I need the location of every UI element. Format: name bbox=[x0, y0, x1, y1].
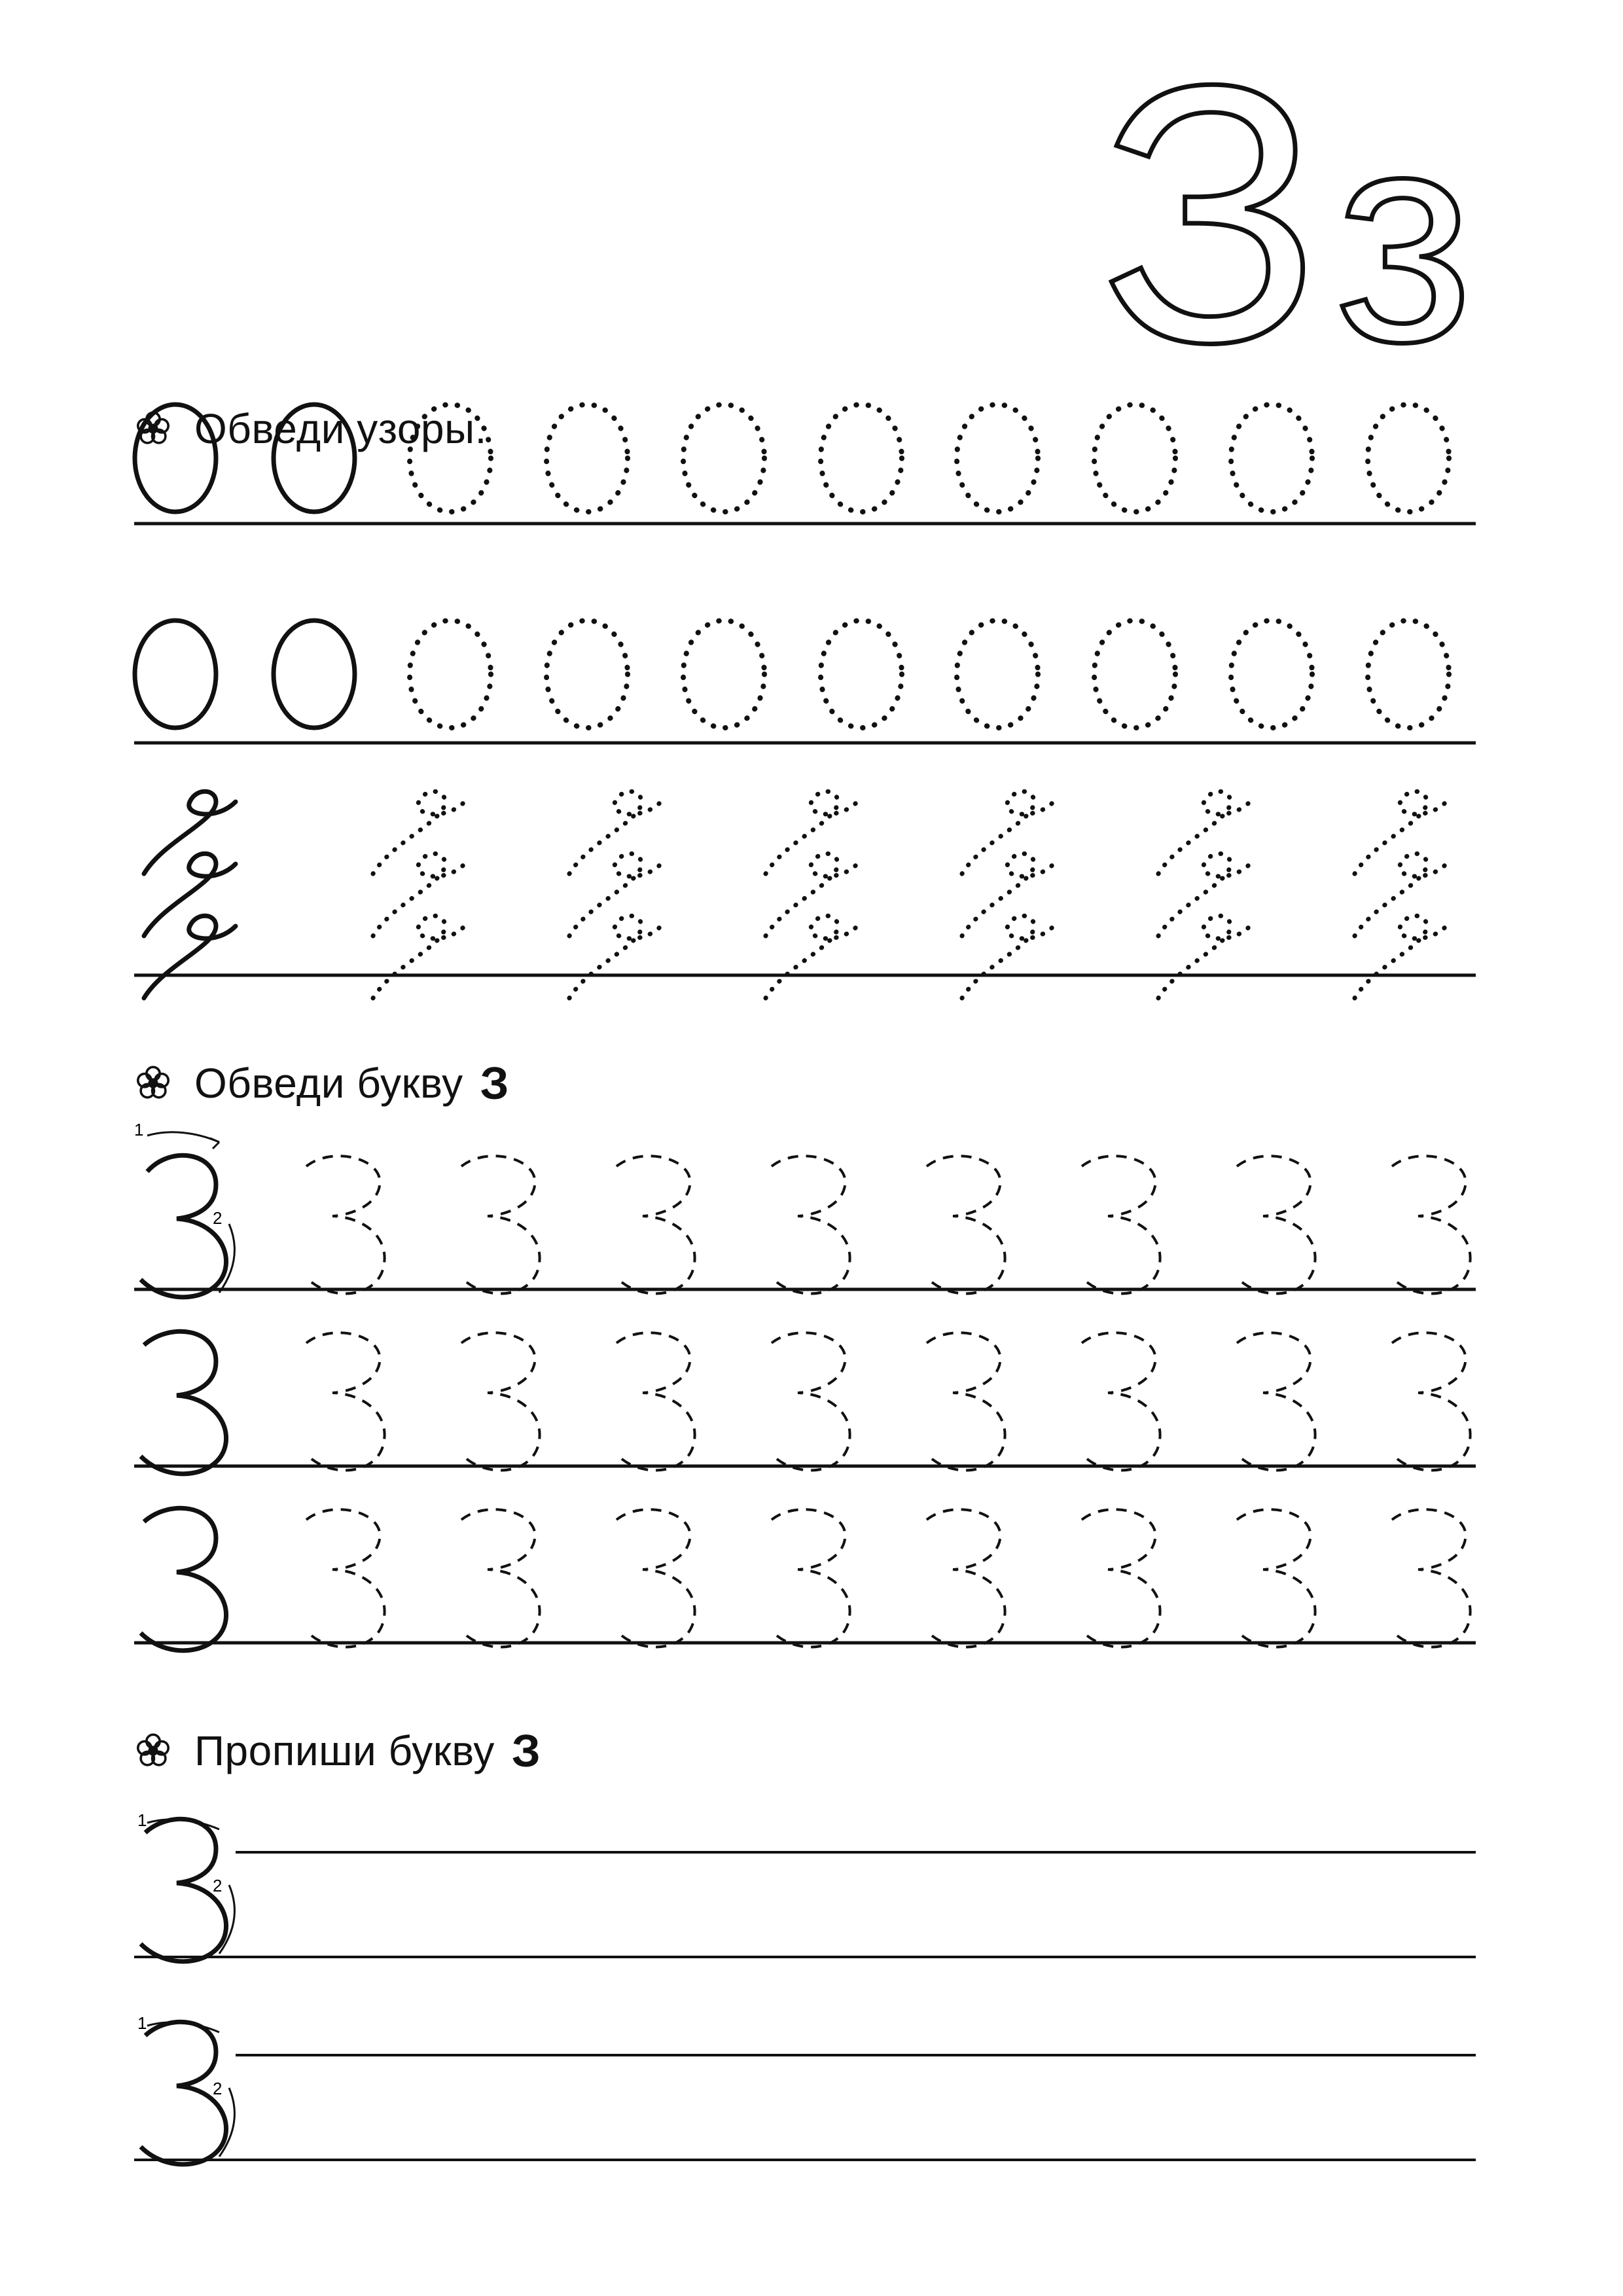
instruction-write-letter: З bbox=[511, 1725, 541, 1776]
circle-row-2 bbox=[134, 620, 1476, 743]
flower-bullet-icon bbox=[134, 410, 172, 448]
flower-bullet-icon bbox=[134, 1732, 172, 1770]
instruction-patterns bbox=[134, 399, 487, 458]
header-big-upper: З bbox=[1099, 9, 1321, 418]
instruction-trace-text: Обведи букву bbox=[194, 1060, 463, 1107]
write-row-2 bbox=[134, 2013, 1476, 2164]
write-row-1 bbox=[134, 1810, 1476, 1962]
stroke-number-2: 2 bbox=[213, 1208, 223, 1228]
instruction-write bbox=[134, 1721, 541, 1780]
instruction-patterns-text: Обведи узоры. bbox=[194, 405, 487, 452]
write-stroke-number-2: 2 bbox=[213, 1876, 223, 1895]
trace-row-3 bbox=[134, 1508, 1476, 1651]
write-stroke-number-3: 1 bbox=[137, 2013, 147, 2033]
instruction-trace bbox=[134, 1054, 509, 1113]
curl-pattern-row bbox=[134, 791, 1476, 998]
instruction-trace-letter: З bbox=[480, 1058, 509, 1109]
flower-bullet-icon bbox=[134, 1064, 172, 1102]
trace-row-1 bbox=[134, 1155, 1476, 1297]
stroke-order-guide-trace bbox=[134, 1120, 234, 1293]
write-stroke-number-4: 2 bbox=[213, 2079, 223, 2098]
instruction-write-text: Пропиши букву bbox=[194, 1727, 495, 1774]
trace-row-2 bbox=[134, 1331, 1476, 1474]
stroke-number-1: 1 bbox=[134, 1120, 144, 1139]
header-big-lower: з bbox=[1335, 69, 1473, 404]
write-stroke-number-1: 1 bbox=[137, 1810, 147, 1830]
